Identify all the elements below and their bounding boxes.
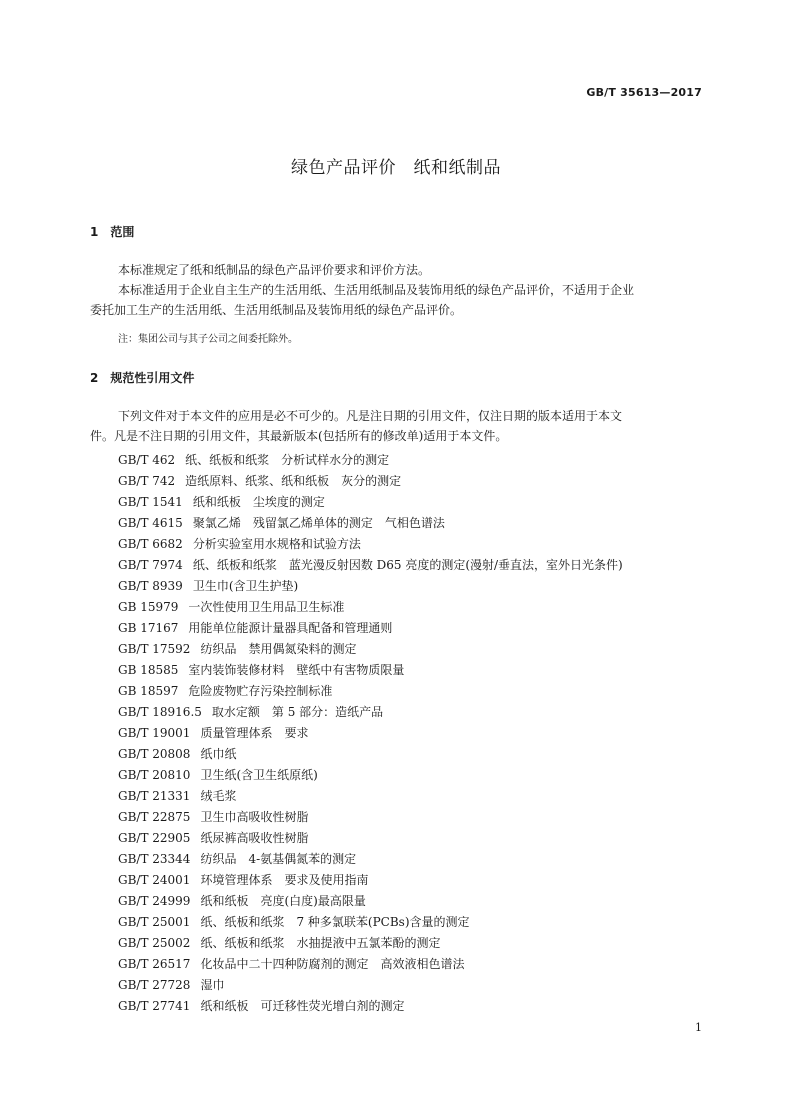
- reference-title: 室内装饰装修材料 壁纸中有害物质限量: [188, 663, 405, 677]
- standard-code-header: GB/T 35613—2017: [586, 86, 702, 99]
- reference-code: GB/T 742: [118, 474, 176, 488]
- reference-item: [118, 683, 718, 704]
- reference-item: [118, 536, 718, 557]
- reference-title: 纸、纸板和纸浆 水抽提液中五氯苯酚的测定: [200, 936, 441, 950]
- section-1-note: 注：集团公司与其子公司之间委托除外。: [118, 334, 298, 345]
- reference-code: GB 18585: [118, 663, 179, 677]
- reference-code: GB/T 25001: [118, 915, 191, 929]
- reference-code: GB 17167: [118, 621, 179, 635]
- reference-code: GB/T 6682: [118, 537, 183, 551]
- reference-code: GB/T 7974: [118, 558, 183, 572]
- reference-item: [118, 452, 718, 473]
- reference-item: [118, 662, 718, 683]
- reference-title: 一次性使用卫生用品卫生标准: [188, 600, 345, 614]
- reference-item: [118, 746, 718, 767]
- reference-item: [118, 851, 718, 872]
- reference-title: 质量管理体系 要求: [200, 726, 309, 740]
- reference-item: [118, 998, 718, 1019]
- reference-item: [118, 599, 718, 620]
- reference-item: [118, 704, 718, 725]
- reference-title: 纸和纸板 可迁移性荧光增白剂的测定: [200, 999, 405, 1013]
- reference-code: GB/T 23344: [118, 852, 191, 866]
- reference-item: [118, 767, 718, 788]
- reference-item: [118, 788, 718, 809]
- reference-code: GB/T 8939: [118, 579, 183, 593]
- section-1-heading: 1 范围: [90, 225, 135, 239]
- reference-code: GB/T 24999: [118, 894, 191, 908]
- reference-title: 纸、纸板和纸浆 7 种多氯联苯(PCBs)含量的测定: [200, 915, 470, 929]
- section-1-line: 本标准规定了纸和纸制品的绿色产品评价要求和评价方法。: [118, 263, 431, 277]
- reference-code: GB/T 24001: [118, 873, 191, 887]
- reference-title: 纸巾纸: [200, 747, 237, 761]
- reference-title: 绒毛浆: [200, 789, 237, 803]
- reference-code: GB/T 22905: [118, 831, 191, 845]
- reference-title: 造纸原料、纸浆、纸和纸板 灰分的测定: [185, 474, 402, 488]
- reference-code: GB/T 27741: [118, 999, 191, 1013]
- reference-item: [118, 641, 718, 662]
- reference-title: 环境管理体系 要求及使用指南: [200, 873, 369, 887]
- reference-item: [118, 473, 718, 494]
- reference-title: 危险废物贮存污染控制标准: [188, 684, 333, 698]
- reference-item: [118, 977, 718, 998]
- reference-item: [118, 725, 718, 746]
- reference-title: 纸和纸板 亮度(白度)最高限量: [200, 894, 366, 908]
- normative-references-list: [118, 452, 718, 1019]
- reference-code: GB 18597: [118, 684, 179, 698]
- reference-item: [118, 557, 718, 578]
- document-title: 绿色产品评价 纸和纸制品: [291, 158, 501, 178]
- reference-item: [118, 578, 718, 599]
- section-2-line: 件。凡是不注日期的引用文件，其最新版本(包括所有的修改单)适用于本文件。: [90, 429, 508, 443]
- reference-item: [118, 620, 718, 641]
- reference-code: GB/T 22875: [118, 810, 191, 824]
- reference-title: 纸、纸板和纸浆 蓝光漫反射因数 D65 亮度的测定(漫射/垂直法，室外日光条件): [192, 558, 623, 572]
- reference-item: [118, 809, 718, 830]
- reference-item: [118, 956, 718, 977]
- reference-title: 纸和纸板 尘埃度的测定: [192, 495, 325, 509]
- section-2-line: 下列文件对于本文件的应用是必不可少的。凡是注日期的引用文件，仅注日期的版本适用于本文: [118, 409, 623, 423]
- reference-item: [118, 830, 718, 851]
- reference-item: [118, 935, 718, 956]
- reference-title: 纸、纸板和纸浆 分析试样水分的测定: [185, 453, 390, 467]
- reference-title: 纺织品 4-氨基偶氮苯的测定: [200, 852, 357, 866]
- reference-code: GB/T 1541: [118, 495, 183, 509]
- section-2-heading: 2 规范性引用文件: [90, 371, 195, 385]
- reference-title: 用能单位能源计量器具配备和管理通则: [188, 621, 393, 635]
- reference-title: 取水定额 第 5 部分：造纸产品: [211, 705, 384, 719]
- reference-title: 卫生巾(含卫生护垫): [192, 579, 299, 593]
- reference-code: GB/T 20808: [118, 747, 191, 761]
- reference-code: GB 15979: [118, 600, 179, 614]
- reference-title: 分析实验室用水规格和试验方法: [192, 537, 361, 551]
- reference-code: GB/T 25002: [118, 936, 191, 950]
- page-number: 1: [695, 1021, 702, 1034]
- reference-code: GB/T 4615: [118, 516, 183, 530]
- section-1-line: 委托加工生产的生活用纸、生活用纸制品及装饰用纸的绿色产品评价。: [90, 303, 463, 317]
- section-1-line: 本标准适用于企业自主生产的生活用纸、生活用纸制品及装饰用纸的绿色产品评价，不适用于企业: [118, 283, 635, 297]
- section-1-body: [90, 260, 702, 320]
- reference-title: 纸尿裤高吸收性树脂: [200, 831, 309, 845]
- reference-item: [118, 515, 718, 536]
- reference-item: [118, 914, 718, 935]
- reference-title: 化妆品中二十四种防腐剂的测定 高效液相色谱法: [200, 957, 465, 971]
- reference-title: 湿巾: [200, 978, 225, 992]
- reference-code: GB/T 18916.5: [118, 705, 202, 719]
- reference-code: GB/T 20810: [118, 768, 191, 782]
- reference-title: 卫生纸(含卫生纸原纸): [200, 768, 318, 782]
- reference-item: [118, 872, 718, 893]
- reference-item: [118, 893, 718, 914]
- reference-code: GB/T 462: [118, 453, 176, 467]
- reference-title: 卫生巾高吸收性树脂: [200, 810, 309, 824]
- reference-code: GB/T 26517: [118, 957, 191, 971]
- reference-code: GB/T 27728: [118, 978, 191, 992]
- section-2-body: [90, 406, 702, 446]
- reference-item: [118, 494, 718, 515]
- reference-title: 聚氯乙烯 残留氯乙烯单体的测定 气相色谱法: [192, 516, 445, 530]
- reference-code: GB/T 19001: [118, 726, 191, 740]
- reference-title: 纺织品 禁用偶氮染料的测定: [200, 642, 357, 656]
- reference-code: GB/T 21331: [118, 789, 191, 803]
- reference-code: GB/T 17592: [118, 642, 191, 656]
